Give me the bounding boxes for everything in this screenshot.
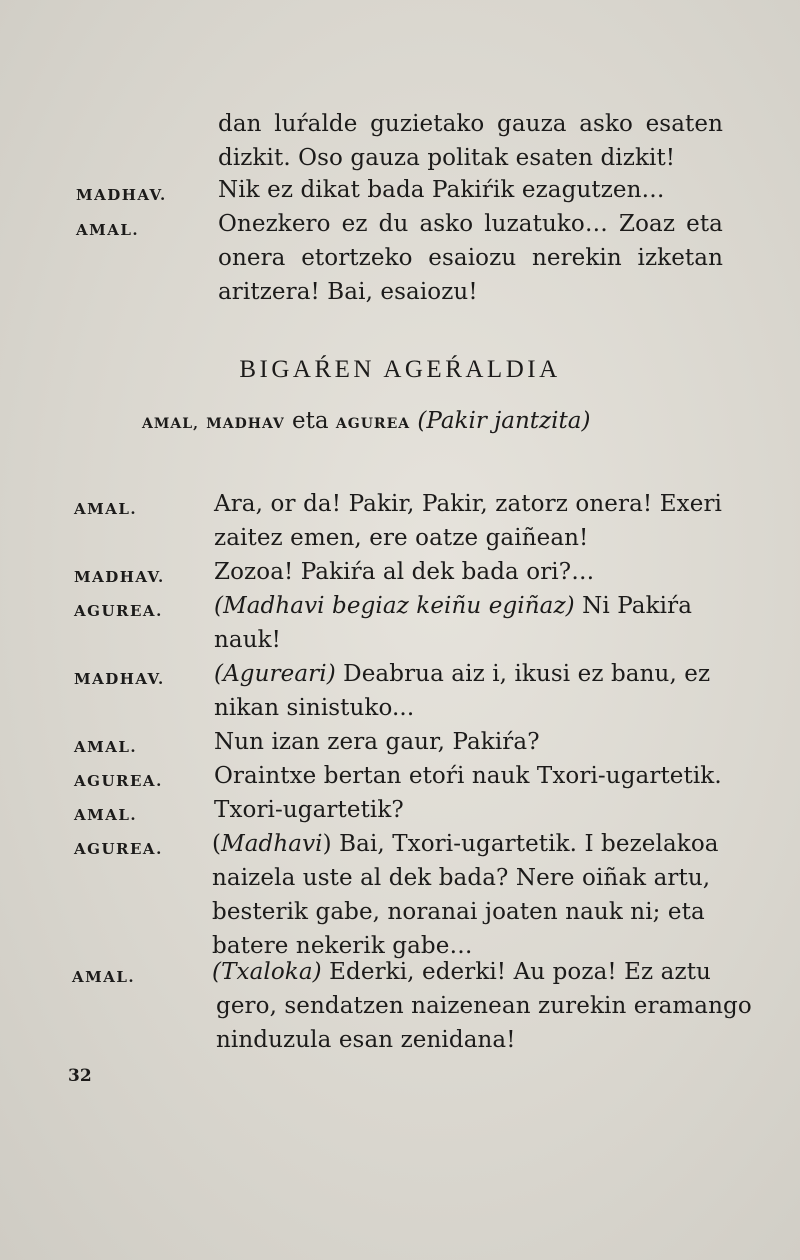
text-line: ninduzula esan zenidana! <box>216 1027 516 1053</box>
cast-list <box>142 408 590 434</box>
speaker-label: MADHAV. <box>74 568 165 586</box>
text-line: gero, sendatzen naizenean zurekin eramango <box>216 993 752 1019</box>
text-line: Ara, or da! Pakir, Pakir, zatorz onera! Exeri <box>214 491 722 517</box>
text-line: Oraintxe bertan etoŕi nauk Txori-ugartetik. <box>214 763 722 789</box>
speaker-label: MADHAV. <box>76 186 167 204</box>
text-line: aritzera! Bai, esaiozu! <box>218 279 478 305</box>
text-line: Nik ez dikat bada Pakiŕik ezagutzen… <box>218 177 665 203</box>
text-line: (Madhavi) Bai, Txori-ugartetik. I bezelakoa <box>212 831 719 857</box>
text-line: zaitez emen, ere oatze gaiñean! <box>214 525 589 551</box>
text-line: nikan sinistuko... <box>214 695 415 721</box>
speaker-label: AMAL. <box>76 221 140 239</box>
speaker-label: AMAL. <box>74 738 138 756</box>
text-line: dan luŕalde guzietako gauza asko esaten <box>218 111 723 137</box>
speaker-label: AMAL. <box>72 968 136 986</box>
text-line: (Txaloka) Ederki, ederki! Au poza! Ez aztu <box>212 959 711 985</box>
stage-direction: (Pakir jantzita) <box>417 408 591 434</box>
text-line: (Madhavi begiaz keiñu egiñaz) Ni Pakiŕa <box>214 593 693 619</box>
text-line: batere nekerik gabe… <box>212 933 473 959</box>
speaker-label: AGUREA. <box>74 772 163 790</box>
page-number: 32 <box>68 1066 92 1086</box>
cast-name: AMAL, <box>142 416 199 432</box>
speaker-label: AMAL. <box>74 500 138 518</box>
speaker-label: AGUREA. <box>74 840 163 858</box>
cast-conjunction: eta <box>292 408 329 434</box>
text-line: naizela uste al dek bada? Nere oiñak artu, <box>212 865 711 891</box>
text-line: Txori-ugartetik? <box>214 797 404 823</box>
text-line: Onezkero ez du asko luzatuko… Zoaz eta <box>218 211 723 237</box>
cast-name: AGUREA <box>335 416 411 432</box>
speaker-label: AGUREA. <box>74 602 163 620</box>
text-line: besterik gabe, noranai joaten nauk ni; eta <box>212 899 705 925</box>
text-line: Zozoa! Pakiŕa al dek bada ori?… <box>214 559 595 585</box>
text-line: onera etortzeko esaiozu nerekin izketan <box>218 245 723 271</box>
speaker-label: AMAL. <box>74 806 138 824</box>
text-line: nauk! <box>214 627 282 653</box>
speaker-label: MADHAV. <box>74 670 165 688</box>
cast-name: MADHAV <box>206 416 285 432</box>
scene-heading: BIGAŔEN AGEŔALDIA <box>239 356 561 383</box>
text-line: (Agureari) Deabrua aiz i, ikusi ez banu, ez <box>214 661 711 687</box>
text-line: dizkit. Oso gauza politak esaten dizkit! <box>218 145 676 171</box>
text-line: Nun izan zera gaur, Pakiŕa? <box>214 729 540 755</box>
